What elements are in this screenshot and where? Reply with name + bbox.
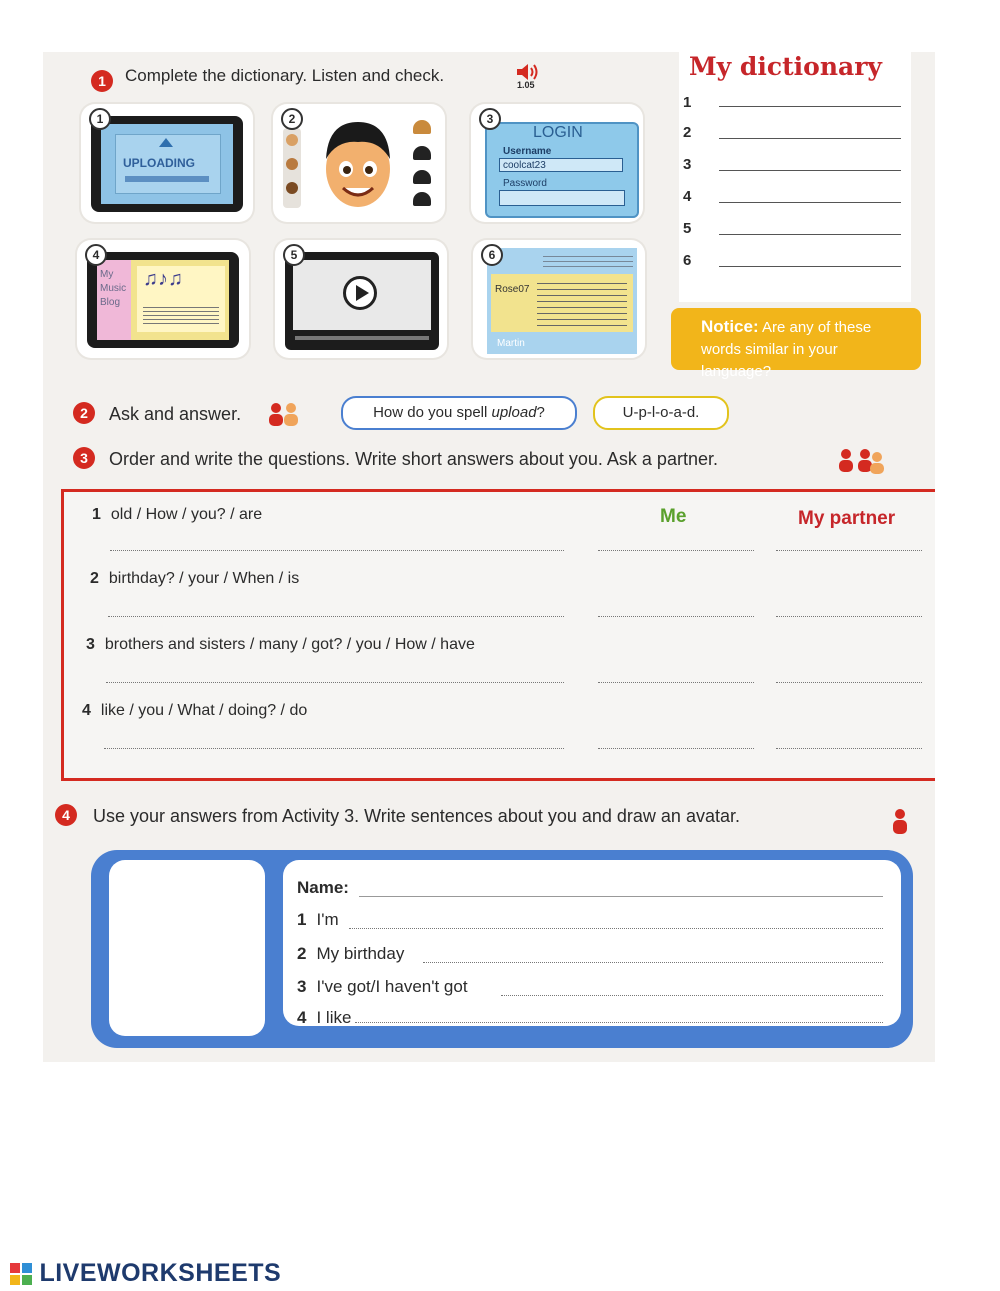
notice-box: [671, 308, 921, 380]
question-row: [82, 702, 307, 720]
boy-face-icon: [313, 114, 403, 214]
music-notes-icon: ♫♪♫: [143, 268, 183, 290]
question-answer-line[interactable]: [106, 682, 564, 683]
question-text: How do you spell: [373, 404, 492, 421]
about-me-form: [283, 860, 901, 1026]
column-partner-header: My partner: [798, 508, 896, 529]
card-number: 4: [85, 244, 107, 266]
partner-answer-line[interactable]: [776, 616, 922, 617]
dictionary-row-number: 1: [683, 94, 692, 111]
play-button-icon[interactable]: [343, 276, 377, 310]
dictionary-answer-line[interactable]: [719, 234, 901, 235]
name-label: Name:: [297, 878, 349, 897]
card-number: 3: [479, 108, 501, 130]
question-row: [86, 636, 475, 654]
question-number: 1: [92, 506, 101, 523]
me-answer-line[interactable]: [598, 616, 754, 617]
partner-answer-line[interactable]: [776, 682, 922, 683]
dictionary-answer-line[interactable]: [719, 138, 901, 139]
notice-label: Notice:: [701, 317, 759, 336]
pair-work-icon: [837, 448, 889, 479]
sentence-number: 1: [297, 910, 307, 929]
activity3-question-table: [61, 489, 935, 781]
sentence-start: I'm: [316, 910, 339, 929]
dictionary-answer-line[interactable]: [719, 170, 901, 171]
worksheet-page: [43, 52, 935, 1062]
liveworksheets-brand-text: LIVEWORKSHEETS: [39, 1259, 282, 1287]
sentence-answer-line[interactable]: [501, 995, 883, 996]
upload-arrow-icon: [159, 138, 173, 147]
question-words: old / How / you? / are: [110, 506, 263, 523]
sentence-number: 3: [297, 977, 307, 996]
dictionary-row-number: 3: [683, 156, 692, 173]
question-words: brothers and sisters / many / got? / you / How / have: [104, 636, 475, 653]
picture-card-video: [275, 240, 447, 358]
sentence-start: I like: [316, 1008, 352, 1027]
dictionary-answer-line[interactable]: [719, 202, 901, 203]
my-dictionary-panel: [679, 52, 911, 302]
blog-title: My Music Blog: [100, 269, 127, 308]
question-answer-line[interactable]: [108, 616, 564, 617]
sentence-start: I've got/I haven't got: [316, 977, 468, 996]
sentence-row: [297, 977, 468, 997]
question-keyword: upload: [491, 404, 537, 421]
comment-user-martin: Martin: [497, 338, 525, 349]
username-field[interactable]: coolcat23: [499, 158, 623, 172]
question-number: 4: [82, 702, 91, 719]
card-number: 6: [481, 244, 503, 266]
sentence-answer-line[interactable]: [423, 962, 883, 963]
activity3-number: 3: [73, 447, 95, 469]
sentence-number: 4: [297, 1008, 307, 1027]
activity2-number: 2: [73, 402, 95, 424]
activity1-instruction: Complete the dictionary. Listen and check.: [125, 66, 445, 85]
liveworksheets-logo[interactable]: [10, 1259, 281, 1288]
me-answer-line[interactable]: [598, 682, 754, 683]
sentence-row: [297, 910, 339, 930]
password-label: Password: [503, 178, 547, 189]
answer-bubble: U-p-l-o-a-d.: [593, 396, 729, 430]
activity2-instruction: Ask and answer.: [109, 404, 242, 424]
question-words: like / you / What / doing? / do: [100, 702, 308, 719]
avatar-frame: [91, 850, 913, 1048]
question-number: 2: [90, 570, 99, 587]
picture-card-comments: [473, 240, 645, 358]
avatar-drawing-area[interactable]: [109, 860, 265, 1036]
audio-track-number: 1.05: [517, 80, 535, 90]
picture-card-login: [471, 104, 643, 222]
activity1-number: 1: [91, 70, 113, 92]
sentence-row: [297, 1008, 351, 1028]
question-row: [90, 570, 299, 588]
question-words: birthday? / your / When / is: [108, 570, 300, 587]
sentence-answer-line[interactable]: [355, 1022, 883, 1023]
comment-user-rose: Rose07: [495, 284, 530, 295]
picture-card-uploading: [81, 104, 253, 222]
name-answer-line[interactable]: [359, 896, 883, 897]
picture-card-avatar: [273, 104, 445, 222]
activity3-instruction: Order and write the questions. Write short answers about you. Ask a partner.: [109, 449, 718, 469]
notice-text: Are any of these words similar in your language?: [701, 319, 872, 380]
dictionary-row-number: 5: [683, 220, 692, 237]
question-answer-line[interactable]: [110, 550, 564, 551]
column-me-header: Me: [660, 506, 687, 527]
question-row: [92, 506, 262, 524]
partner-answer-line[interactable]: [776, 748, 922, 749]
liveworksheets-logo-icon: [10, 1263, 32, 1285]
question-mark: ?: [536, 404, 545, 421]
individual-work-icon: [891, 808, 909, 841]
card-number: 2: [281, 108, 303, 130]
username-label: Username: [503, 146, 552, 157]
card-number: 5: [283, 244, 305, 266]
card-number: 1: [89, 108, 111, 130]
login-title: LOGIN: [533, 124, 583, 141]
dictionary-row-number: 2: [683, 124, 692, 141]
sentence-answer-line[interactable]: [349, 928, 883, 929]
picture-card-blog: [77, 240, 249, 358]
sentence-start: My birthday: [316, 944, 405, 963]
me-answer-line[interactable]: [598, 748, 754, 749]
question-answer-line[interactable]: [104, 748, 564, 749]
sentence-row: [297, 944, 404, 964]
pair-work-icon: [267, 402, 301, 431]
dictionary-answer-line[interactable]: [719, 266, 901, 267]
question-number: 3: [86, 636, 95, 653]
dictionary-answer-line[interactable]: [719, 106, 901, 107]
dictionary-row-number: 4: [683, 188, 692, 205]
sentence-number: 2: [297, 944, 307, 963]
me-answer-line[interactable]: [598, 550, 754, 551]
dictionary-title: My dictionary: [689, 52, 882, 81]
activity4-number: 4: [55, 804, 77, 826]
activity4-instruction: Use your answers from Activity 3. Write sentences about you and draw an avatar.: [93, 806, 740, 826]
question-bubble: [341, 396, 577, 430]
partner-answer-line[interactable]: [776, 550, 922, 551]
password-field[interactable]: [499, 190, 625, 206]
dictionary-row-number: 6: [683, 252, 692, 269]
uploading-label: UPLOADING: [123, 156, 195, 170]
